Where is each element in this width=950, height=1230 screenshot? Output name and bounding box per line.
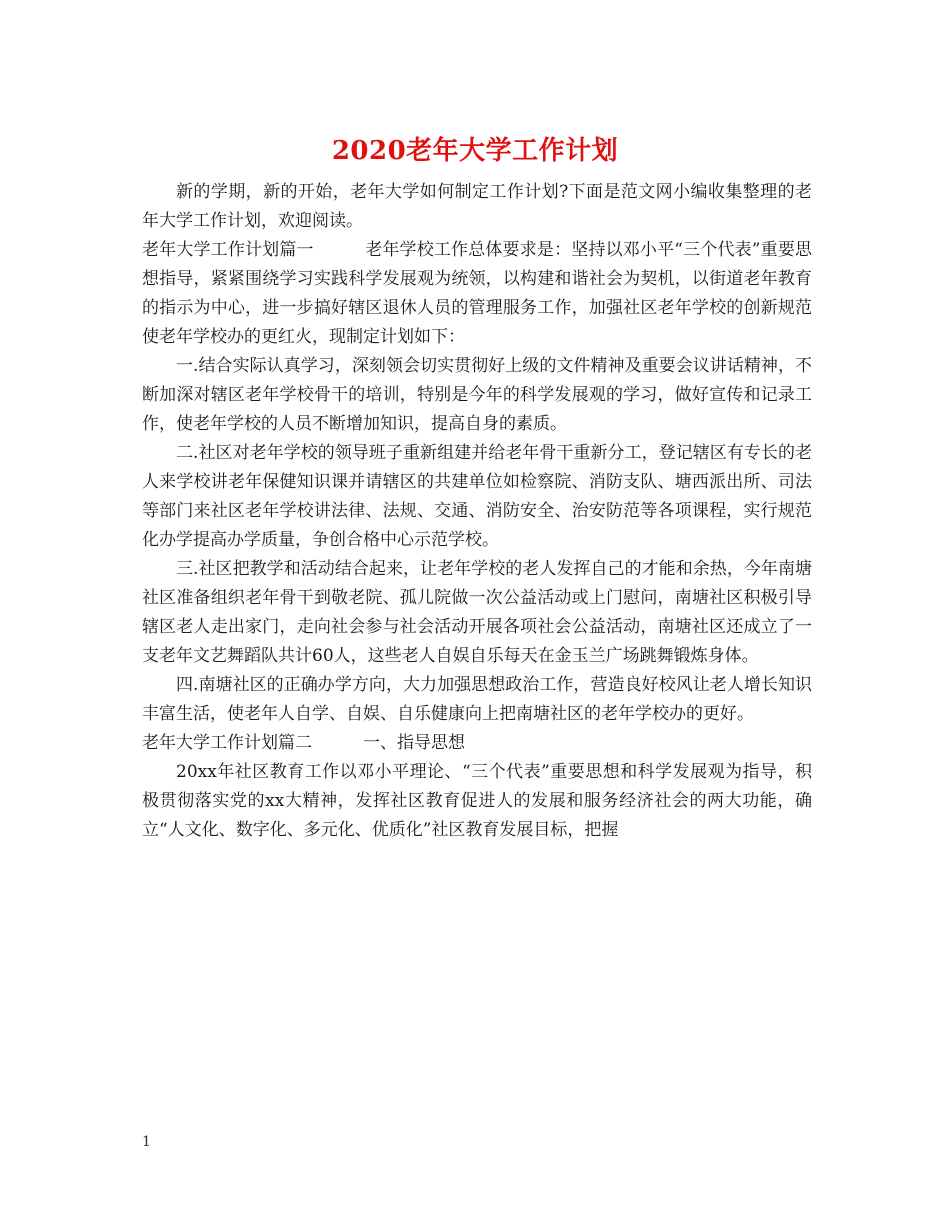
paragraph-section-two-heading: 老年大学工作计划篇二 一、指导思想	[142, 733, 465, 753]
paragraph-guiding-thought: 20xx年社区教育工作以邓小平理论、“三个代表”重要思想和科学发展观为指导，积极贯彻落实党的xx大精神，发挥社区教育促进人的发展和服务经济社会的两大功能，确立“人文化、数字化、多元化、优质化”社区教育发展目标，把握	[142, 762, 812, 840]
paragraph-item-three: 三.社区把教学和活动结合起来，让老年学校的老人发挥自己的才能和余热，今年南塘社区准备组织老年骨干到敬老院、孤儿院做一次公益活动或上门慰问，南塘社区积极引导辖区老人走出家门，走向社会参与社会活动开展各项社会公益活动，南塘社区还成立了一支老年文艺舞蹈队共计60人，这些老人自娱自乐每天在金玉兰广场跳舞锻炼身体。	[142, 559, 812, 666]
document-title: 2020老年大学工作计划	[331, 136, 619, 166]
page-number: 1	[142, 1134, 151, 1150]
paragraph-item-one: 一.结合实际认真学习，深刻领会切实贯彻好上级的文件精神及重要会议讲话精神，不断加深对辖区老年学校骨干的培训，特别是今年的科学发展观的学习，做好宣传和记录工作，使老年学校的人员不断增加知识，提高自身的素质。	[142, 356, 812, 434]
paragraph-section-one-heading: 老年大学工作计划篇一 老年学校工作总体要求是：坚持以邓小平“三个代表”重要思想指导，紧紧围绕学习实践科学发展观为统领，以构建和谐社会为契机，以街道老年教育的指示为中心，进一步搞好辖区退休人员的管理服务工作，加强社区老年学校的创新规范使老年学校办的更红火，现制定计划如下：	[142, 240, 812, 347]
paragraph-intro: 新的学期，新的开始，老年大学如何制定工作计划?下面是范文网小编收集整理的老年大学工作计划，欢迎阅读。	[142, 182, 812, 231]
paragraph-item-four: 四.南塘社区的正确办学方向，大力加强思想政治工作，营造良好校风让老人增长知识丰富生活，使老年人自学、自娱、自乐健康向上把南塘社区的老年学校办的更好。	[142, 675, 812, 724]
document-body	[142, 178, 812, 845]
paragraph-item-two: 二.社区对老年学校的领导班子重新组建并给老年骨干重新分工，登记辖区有专长的老人来学校讲老年保健知识课并请辖区的共建单位如检察院、消防支队、塘西派出所、司法等部门来社区老年学校讲法律、法规、交通、消防安全、治安防范等各项课程，实行规范化办学提高办学质量，争创合格中心示范学校。	[142, 443, 812, 550]
